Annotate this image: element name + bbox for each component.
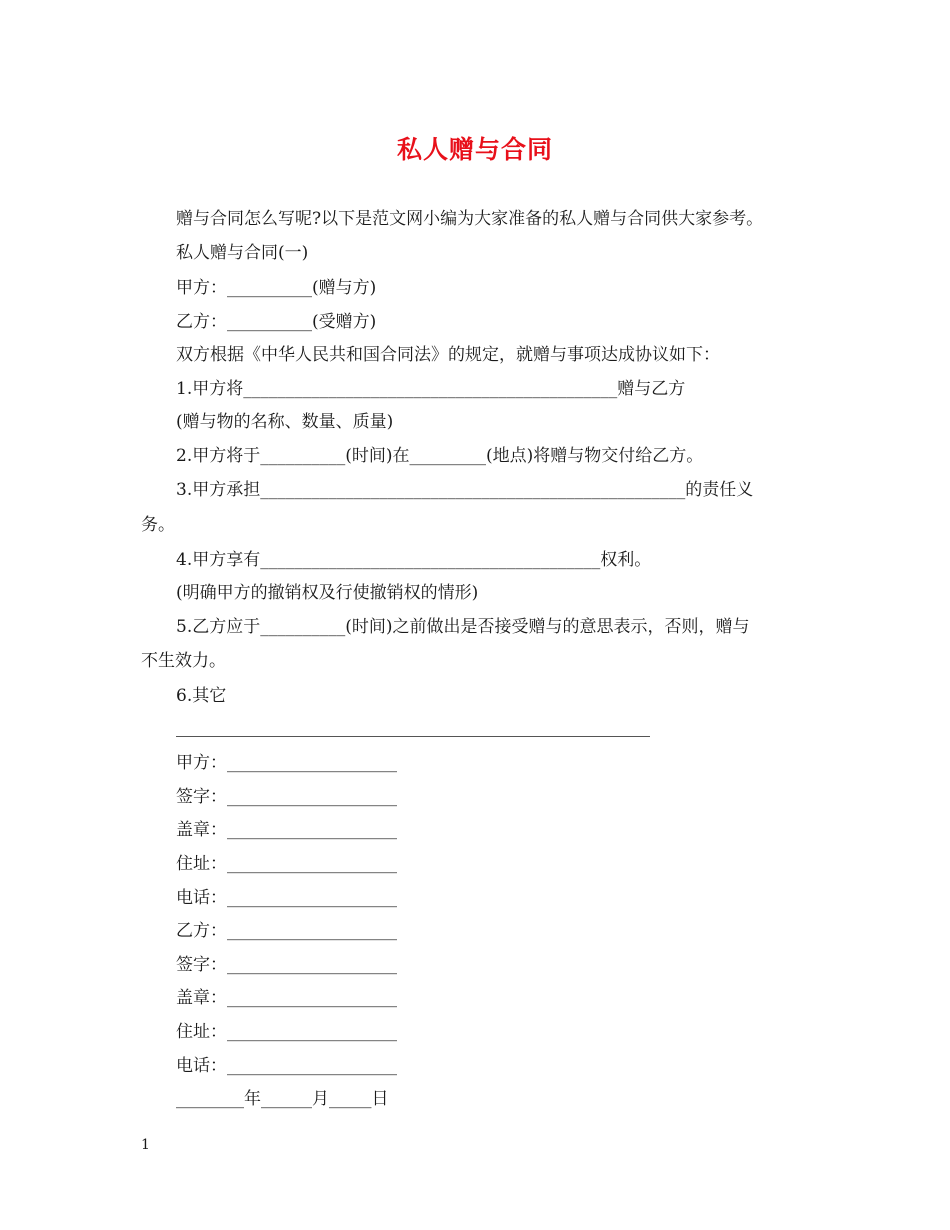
signature-a-sign: 签字：____________________ <box>176 787 397 807</box>
preamble: 双方根据《中华人民共和国合同法》的规定，就赠与事项达成协议如下： <box>176 345 720 365</box>
intro-paragraph: 赠与合同怎么写呢?以下是范文网小编为大家准备的私人赠与合同供大家参考。 <box>176 209 764 229</box>
clause-4-note: (明确甲方的撤销权及行使撤销权的情形) <box>176 583 479 603</box>
page-number: 1 <box>141 1137 150 1153</box>
clause-5-continuation: 不生效力。 <box>141 651 226 671</box>
clause-2: 2.甲方将于__________(时间)在_________(地点)将赠与物交付给乙方。 <box>176 446 704 466</box>
signature-a-phone: 电话：____________________ <box>176 888 397 908</box>
clause-5: 5.乙方应于__________(时间)之前做出是否接受赠与的意思表示，否则，赠与 <box>176 617 750 637</box>
date-line: ________年______月_____日 <box>176 1089 389 1109</box>
signature-b-address: 住址：____________________ <box>176 1022 397 1042</box>
section-heading: 私人赠与合同(一) <box>176 243 309 263</box>
signature-b-seal: 盖章：____________________ <box>176 988 397 1008</box>
clause-6: 6.其它 <box>176 686 227 706</box>
signature-b-phone: 电话：____________________ <box>176 1056 397 1076</box>
party-b-line: 乙方：__________(受赠方) <box>176 312 377 332</box>
clause-4: 4.甲方享有________________________________________权利。 <box>176 550 652 570</box>
signature-b-party: 乙方：____________________ <box>176 921 397 941</box>
signature-a-address: 住址：____________________ <box>176 854 397 874</box>
signature-a-party: 甲方：____________________ <box>176 753 397 773</box>
clause-3-continuation: 务。 <box>141 515 175 535</box>
signature-b-sign: 签字：____________________ <box>176 955 397 975</box>
clause-1-note: (赠与物的名称、数量、质量) <box>176 412 394 432</box>
signature-a-seal: 盖章：____________________ <box>176 820 397 840</box>
clause-1: 1.甲方将____________________________________________赠与乙方 <box>176 379 686 399</box>
party-a-line: 甲方：__________(赠与方) <box>176 278 377 298</box>
clause-3: 3.甲方承担__________________________________________________的责任义 <box>176 480 754 500</box>
document-title: 私人赠与合同 <box>396 135 553 164</box>
clause-6-blank-rule <box>176 736 650 737</box>
